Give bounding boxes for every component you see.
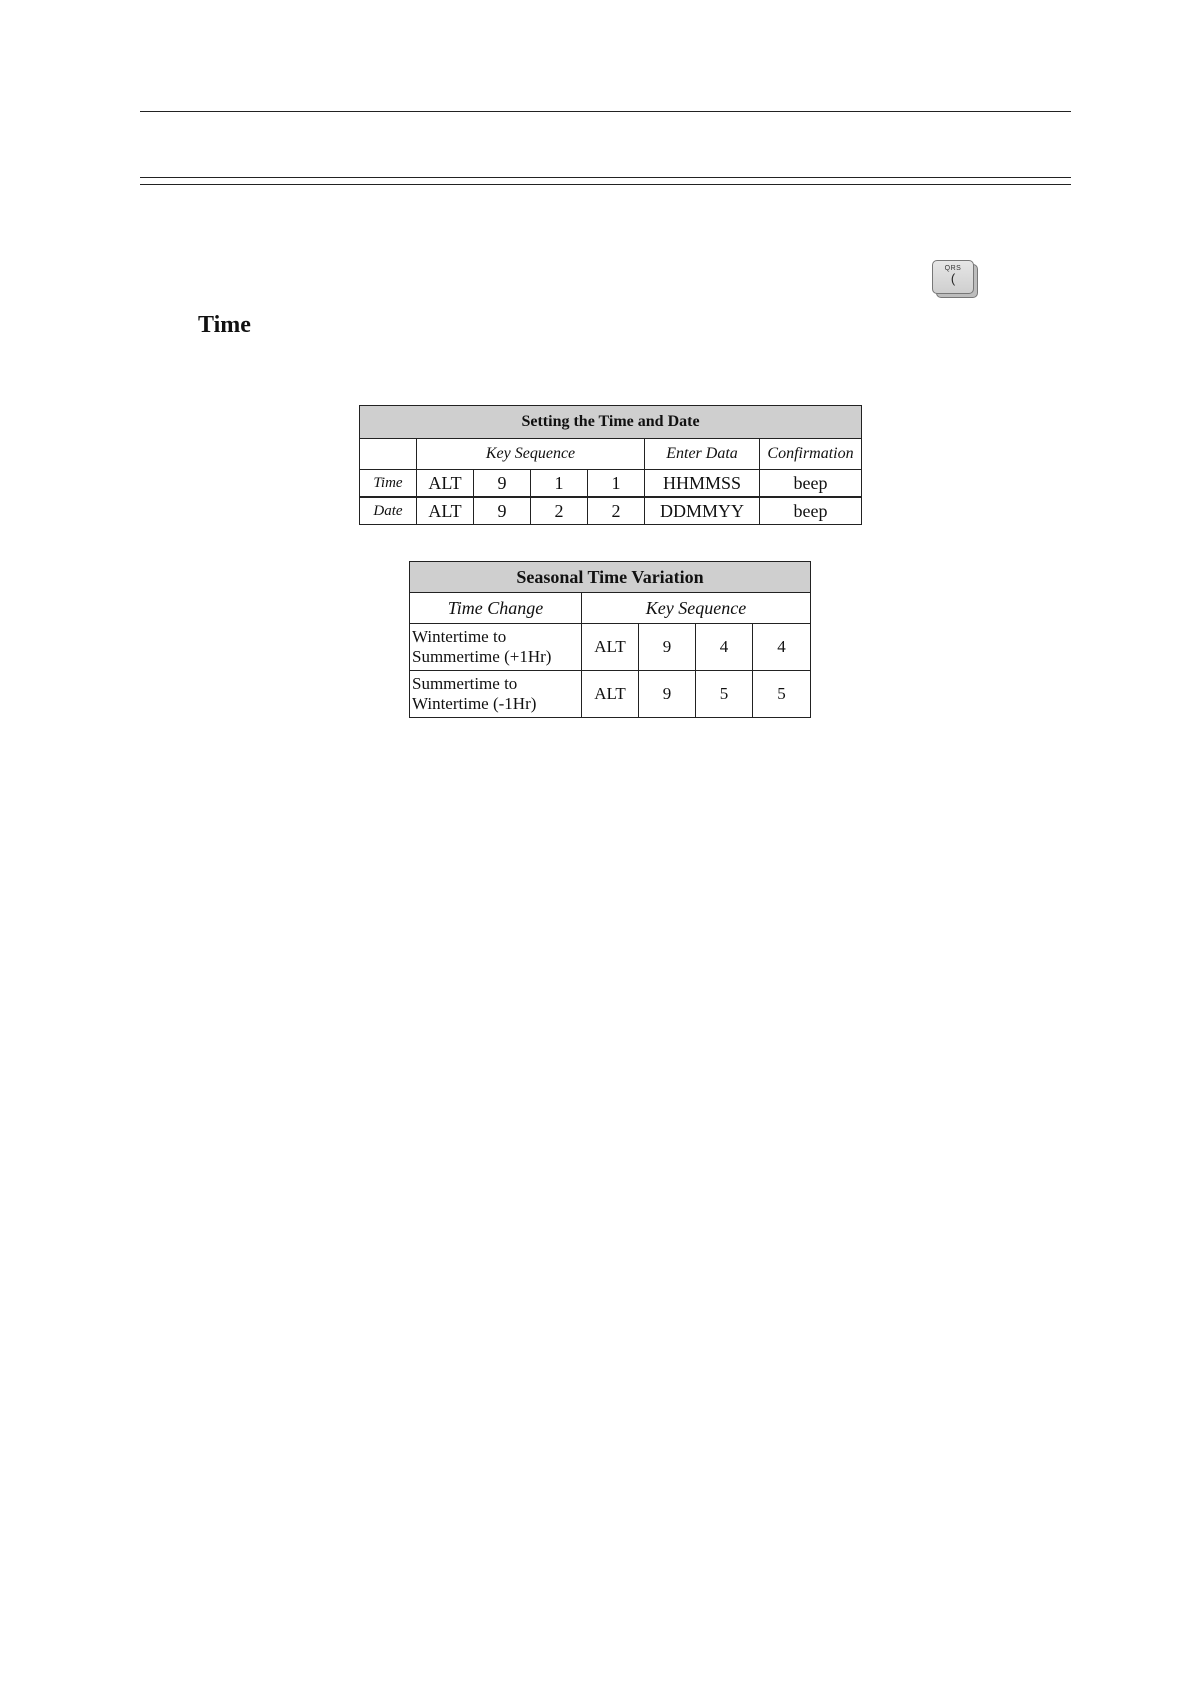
row-label: Time xyxy=(360,470,417,498)
key-face xyxy=(932,260,974,294)
key-cell: ALT xyxy=(417,470,474,498)
time-change-line: Wintertime (-1Hr) xyxy=(412,694,537,713)
time-date-table-title: Setting the Time and Date xyxy=(360,406,862,439)
table-row xyxy=(360,470,862,498)
header-rule-top xyxy=(140,111,1071,112)
section-heading-time: Time xyxy=(198,312,251,338)
enter-data-cell: DDMMYY xyxy=(645,497,760,525)
key-bottom-label: ( xyxy=(950,271,956,286)
header-confirmation: Confirmation xyxy=(760,439,862,470)
key-cell: 2 xyxy=(588,497,645,525)
key-cell: 9 xyxy=(639,671,696,718)
header-key-sequence: Key Sequence xyxy=(417,439,645,470)
header-rule-double-upper xyxy=(140,177,1071,178)
table-row xyxy=(360,497,862,525)
key-cell: 5 xyxy=(696,671,753,718)
seasonal-table-title: Seasonal Time Variation xyxy=(410,562,811,593)
keyboard-key-icon xyxy=(932,260,978,298)
time-change-cell xyxy=(410,624,582,671)
table-row xyxy=(410,624,811,671)
seasonal-time-table xyxy=(409,561,811,718)
key-cell: 1 xyxy=(531,470,588,498)
time-change-cell xyxy=(410,671,582,718)
header-time-change: Time Change xyxy=(410,593,582,624)
key-cell: ALT xyxy=(582,671,639,718)
key-top-label: QRS xyxy=(944,265,962,272)
time-change-line: Wintertime to xyxy=(412,627,507,646)
enter-data-cell: HHMMSS xyxy=(645,470,760,498)
key-cell: 1 xyxy=(588,470,645,498)
key-cell: 5 xyxy=(753,671,811,718)
key-cell: 4 xyxy=(753,624,811,671)
header-rule-double-lower xyxy=(140,184,1071,185)
key-cell: 9 xyxy=(474,470,531,498)
header-enter-data: Enter Data xyxy=(645,439,760,470)
time-date-table xyxy=(359,405,862,525)
confirmation-cell: beep xyxy=(760,497,862,525)
time-change-line: Summertime (+1Hr) xyxy=(412,647,552,666)
key-cell: 4 xyxy=(696,624,753,671)
key-cell: ALT xyxy=(417,497,474,525)
header-key-sequence: Key Sequence xyxy=(582,593,811,624)
key-cell: 2 xyxy=(531,497,588,525)
row-label: Date xyxy=(360,497,417,525)
table-row xyxy=(410,671,811,718)
header-empty-cell xyxy=(360,439,417,470)
key-cell: 9 xyxy=(639,624,696,671)
time-change-line: Summertime to xyxy=(412,674,518,693)
key-cell: ALT xyxy=(582,624,639,671)
key-cell: 9 xyxy=(474,497,531,525)
confirmation-cell: beep xyxy=(760,470,862,498)
